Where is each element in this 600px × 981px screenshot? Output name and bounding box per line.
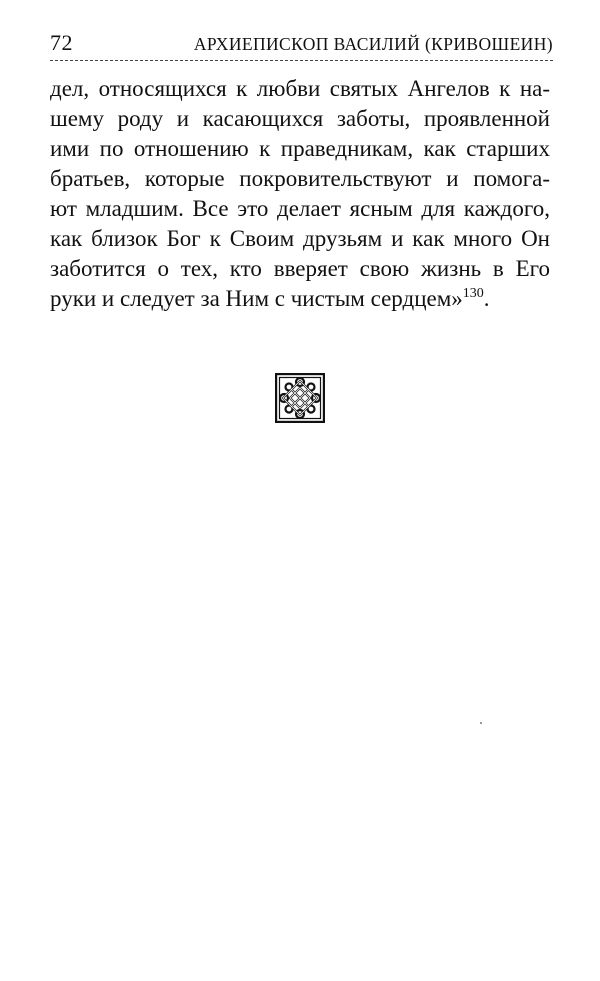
final-period: . [483,286,490,311]
text-line: заботится о тех, кто вверяет свою жизнь в Его [50,256,550,281]
text-line-last-content: руки и следует за Ним с чистым сердцем» [50,286,463,311]
print-speck [480,722,482,724]
celtic-knot-ornament-icon [275,373,325,423]
ornament-graphic [275,373,325,423]
running-title: АРХИЕПИСКОП ВАСИЛИЙ (КРИВОШЕИН) [193,34,553,54]
text-line: ими по отношению к праведникам, как старших [50,136,550,161]
header-divider [50,60,553,61]
footnote-reference[interactable]: 130 [462,286,484,301]
page-number: 72 [50,30,73,55]
running-header [50,30,553,56]
text-line: братьев, которые покровительствуют и помога- [50,166,550,191]
text-line-last [50,284,550,314]
body-text [50,74,550,314]
text-line: дел, относящихся к любви святых Ангелов к на- [50,76,550,101]
text-line: ют младшим. Все это делает ясным для каждого, [50,196,550,221]
text-line: как близок Бог к Своим друзьям и как много Он [50,226,550,251]
text-line: шему роду и касающихся заботы, проявленной [50,106,550,131]
